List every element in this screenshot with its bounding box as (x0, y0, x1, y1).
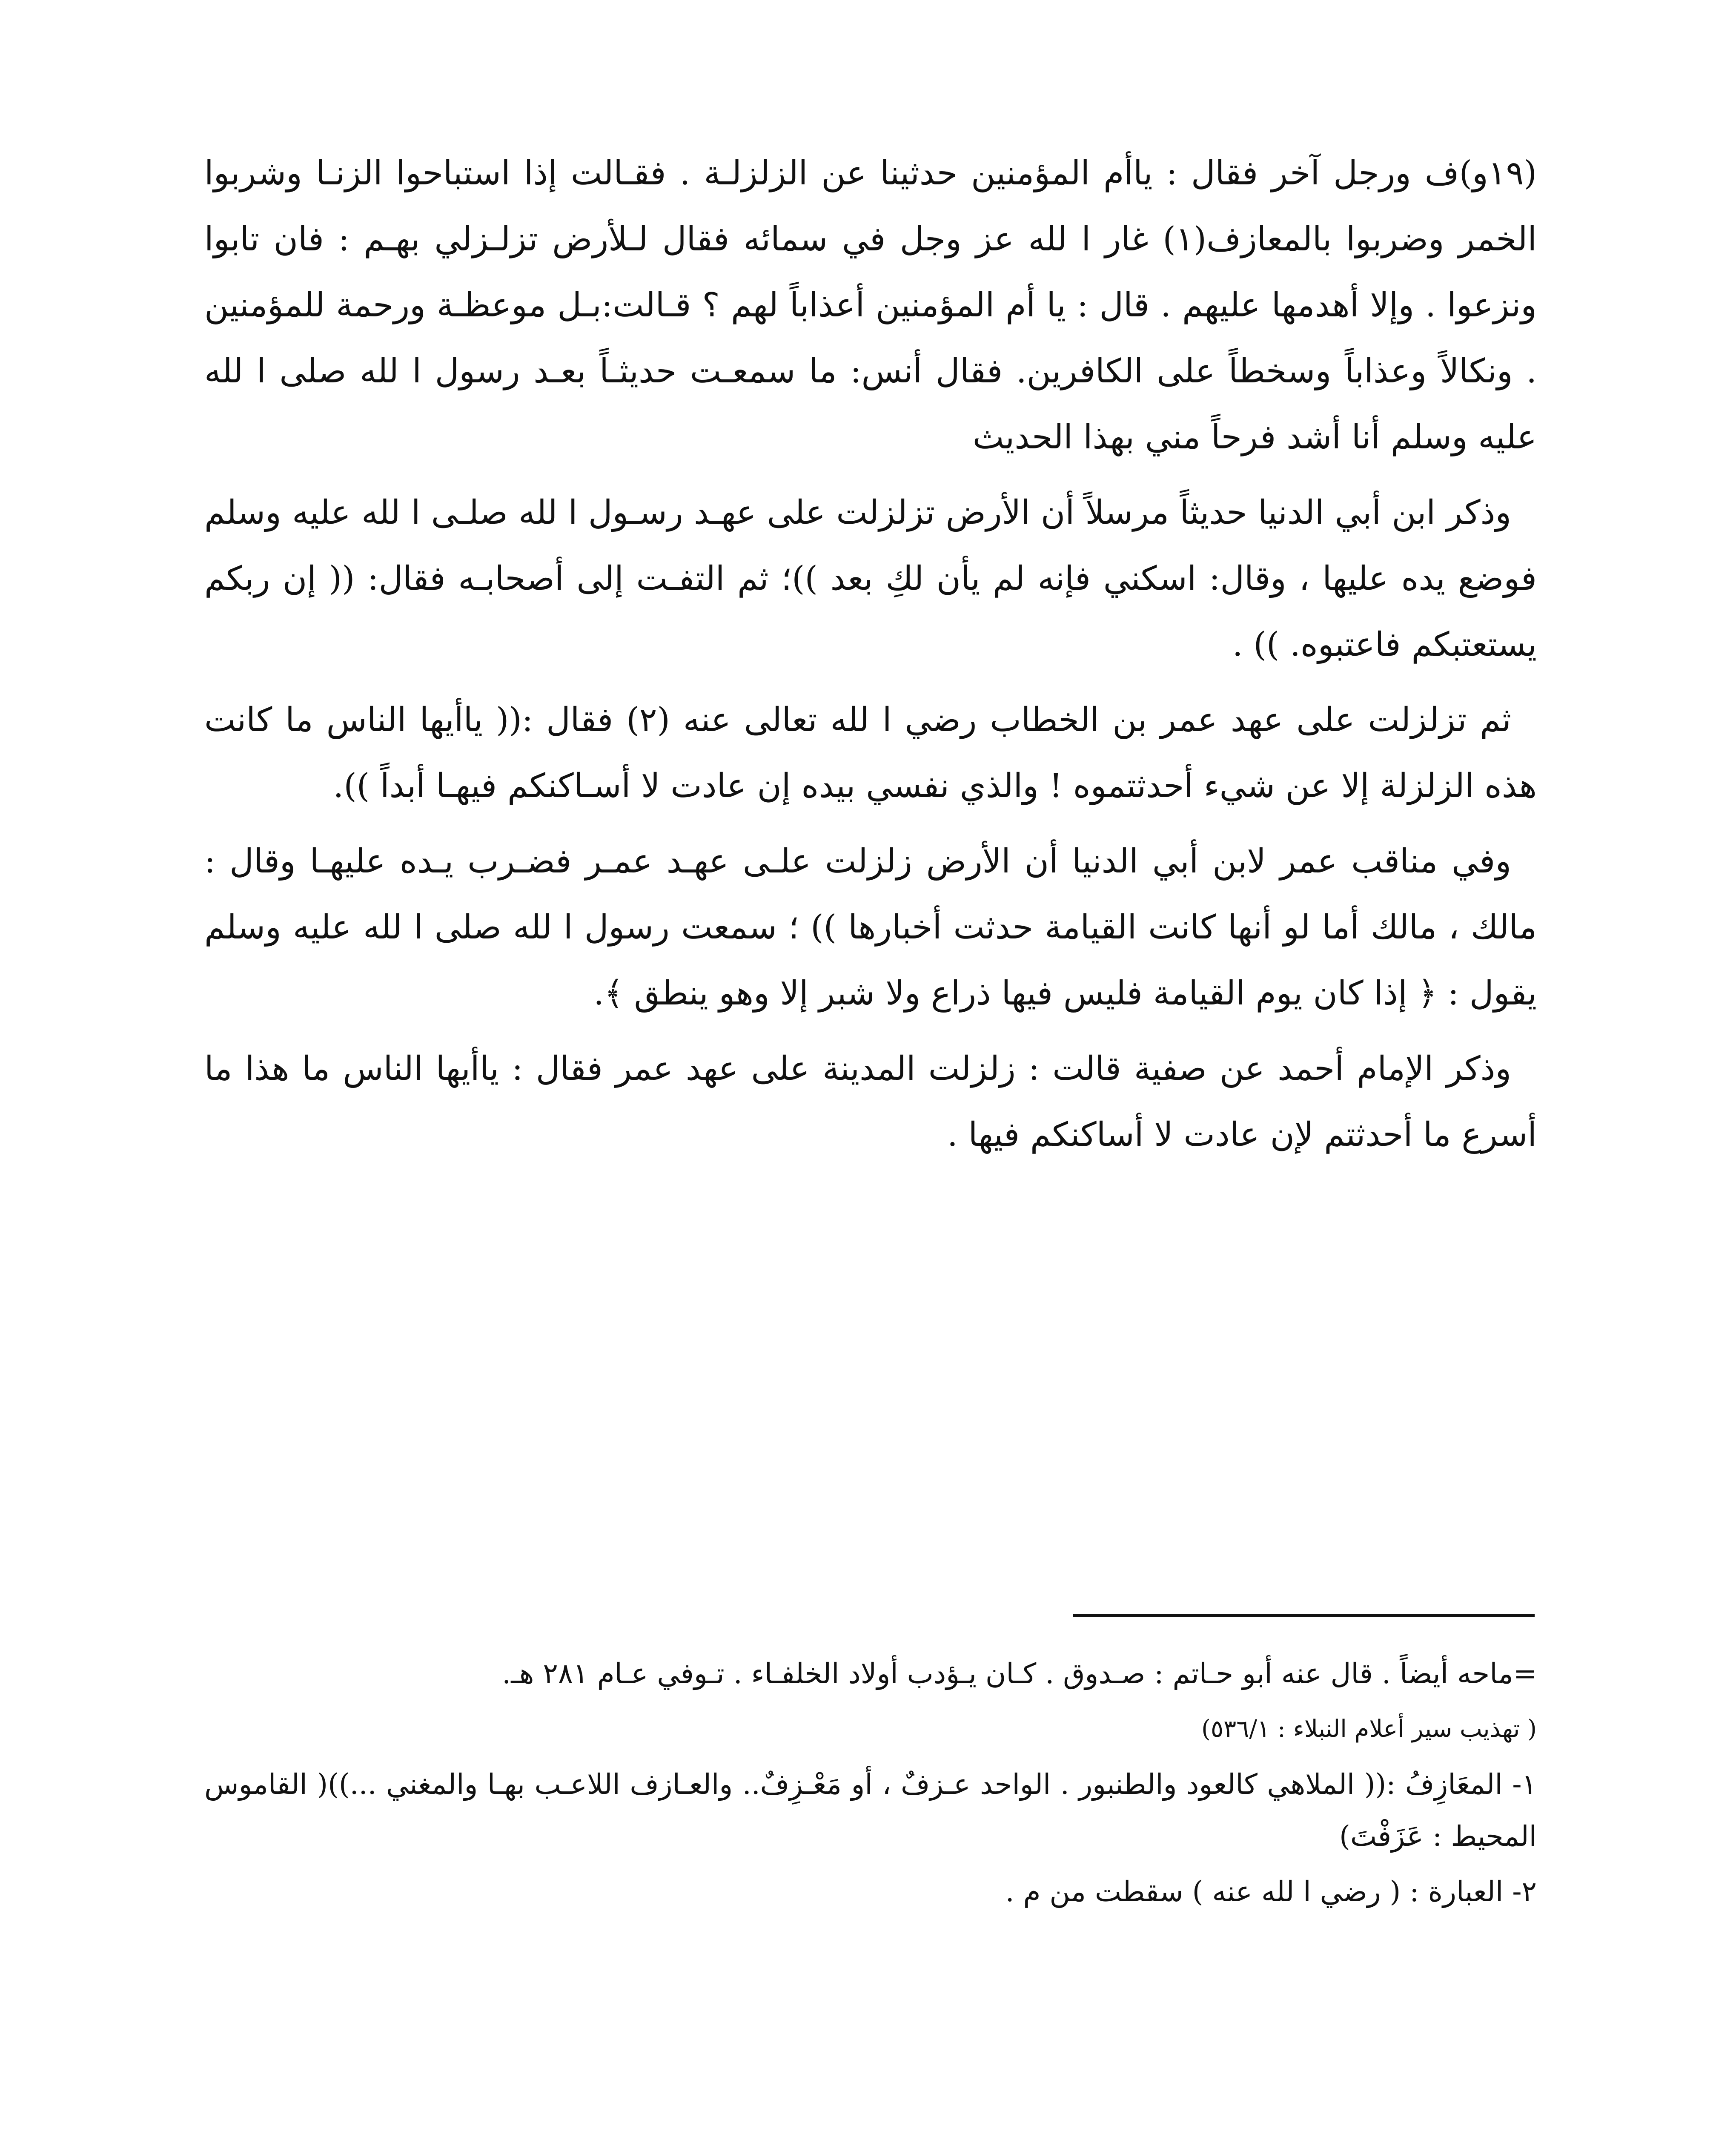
paragraph: وذكر الإمام أحمد عن صفية قالت : زلزلت المدينة على عهد عمر فقال : ياأيها الناس ما هذا ما أسرع ما أحدثتم لإن عادت لا أساكنكم فيها . (204, 1050, 1537, 1154)
paragraph: ثم تزلزلت على عهد عمر بن الخطاب رضي ا لله تعالى عنه (٢) فقال :(( ياأيها الناس ما كانت هذه الزلزلة إلا عن شيء أحدثتموه ! والذي نفسي بيده إن عادت لا أسـاكنكم فيهـا أبداً )). (204, 701, 1537, 805)
footnote: ١- المعَازِفُ :(( الملاهي كالعود والطنبور . الواحد عـزفٌ ، أو مَعْـزِفٌ.. والعـازف اللاعـب بهـا والمغني ...))( القاموس المحيط : عَزَفْتَ) (204, 1768, 1537, 1853)
footnotes (204, 1648, 1537, 1921)
paragraph: وذكر ابن أبي الدنيا حديثاً مرسلاً أن الأرض تزلزلت على عهـد رسـول ا لله صلـى ا لله عليه وسلم فوضع يده عليها ، وقال: اسكني فإنه لم يأن لكِ بعد ))؛ ثم التفـت إلى أصحابـه فقال: (( إن ربكم يستعتبكم فاعتبوه. )) . (204, 494, 1537, 664)
main-text (204, 141, 1537, 1177)
footnote-divider (1073, 1614, 1535, 1617)
paragraph: (١٩و)ف ورجل آخر فقال : ياأم المؤمنين حدثينا عن الزلزلـة . فقـالت إذا استباحوا الزنـا وشربوا الخمر وضربوا بالمعازف(١) غار ا لله عز وجل في سمائه فقال لـلأرض تزلـزلي بهـم : فان تابوا ونزعوا . وإلا أهدمها عليهم . قال : يا أم المؤمنين أعذاباً لهم ؟ قـالت:بـل موعظـة ورحمة للمؤمنين . ونكالاً وعذاباً وسخطاً على الكافرين. فقال أنس: ما سمعـت حديثـاً بعـد رسول ا لله صلى ا لله عليه وسلم أنا أشد فرحاً مني بهذا الحديث (204, 154, 1537, 456)
footnote: ٢- العبارة : ( رضي ا لله عنه ) سقطت من م . (1005, 1875, 1537, 1908)
footnote: =ماحه أيضاً . قال عنه أبو حـاتم : صـدوق . كـان يـؤدب أولاد الخلفـاء . تـوفي عـام ٢٨١ هـ. (502, 1657, 1537, 1690)
paragraph: وفي مناقب عمر لابن أبي الدنيا أن الأرض زلزلت علـى عهـد عمـر فضـرب يـده عليهـا وقال : مالك ، مالك أما لو أنها كانت القيامة حدثت أخبارها )) ؛ سمعت رسول ا لله صلى ا لله عليه وسلم يقول : ﴿ إذا كان يوم القيامة فليس فيها ذراع ولا شبر إلا وهو ينطق ﴾. (204, 842, 1537, 1013)
footnote: ( تهذيب سير أعلام النبلاء : ٥٣٦/١) (1201, 1715, 1537, 1743)
